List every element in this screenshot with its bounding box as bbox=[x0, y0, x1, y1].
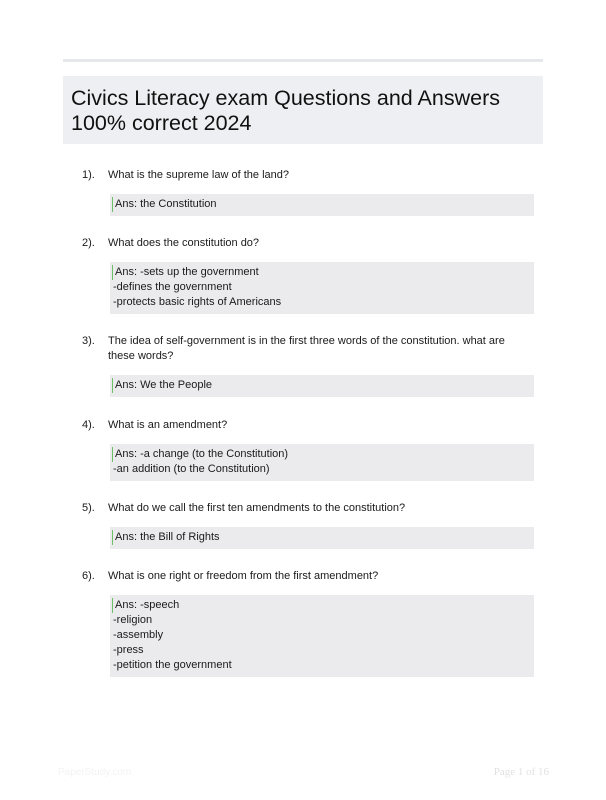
question-number: 3). bbox=[82, 335, 95, 347]
answer-box bbox=[110, 194, 534, 216]
question-number: 6). bbox=[82, 570, 95, 582]
answer-line: Ans: -a change (to the Constitution) bbox=[112, 447, 530, 462]
answer-box bbox=[110, 262, 534, 314]
question-text: What is one right or freedom from the first amendment? bbox=[108, 570, 379, 582]
question-number: 1). bbox=[82, 169, 95, 181]
answer-line: Ans: the Constitution bbox=[112, 197, 530, 212]
question-number: 2). bbox=[82, 237, 95, 249]
answer-line: -protects basic rights of Americans bbox=[113, 296, 282, 308]
answer-box bbox=[110, 527, 534, 549]
answer-line: -press bbox=[113, 644, 144, 656]
title-line-1: Civics Literacy exam Questions and Answers bbox=[71, 86, 500, 110]
title-banner bbox=[63, 76, 543, 144]
answer-box bbox=[110, 595, 534, 677]
question-text: What does the constitution do? bbox=[108, 237, 260, 249]
answer-line: Ans: the Bill of Rights bbox=[112, 530, 530, 545]
question-number: 4). bbox=[82, 419, 95, 431]
answer-line: -petition the government bbox=[113, 659, 232, 671]
question-text: What do we call the first ten amendments to the constitution? bbox=[108, 502, 406, 514]
page-indicator: Page 1 of 16 bbox=[493, 766, 549, 778]
footer-watermark: PaperStudy.com bbox=[58, 767, 132, 778]
answer-line: -assembly bbox=[113, 629, 164, 641]
title-line-2: 100% correct 2024 bbox=[71, 111, 252, 135]
answer-line: Ans: -speech bbox=[112, 598, 530, 613]
question-text: The idea of self-government is in the first three words of the constitution. what are these words? bbox=[108, 335, 505, 362]
document-title bbox=[71, 86, 535, 136]
answer-box bbox=[110, 375, 534, 397]
question-text: What is the supreme law of the land? bbox=[108, 169, 289, 181]
answer-line: -religion bbox=[113, 614, 153, 626]
answer-line: -defines the government bbox=[113, 281, 232, 293]
question-number: 5). bbox=[82, 502, 95, 514]
answer-box bbox=[110, 444, 534, 481]
answer-line: -an addition (to the Constitution) bbox=[113, 463, 270, 475]
top-divider bbox=[63, 59, 543, 62]
answer-line: Ans: We the People bbox=[112, 378, 530, 393]
question-text: What is an amendment? bbox=[108, 419, 228, 431]
answer-line: Ans: -sets up the government bbox=[112, 265, 530, 280]
